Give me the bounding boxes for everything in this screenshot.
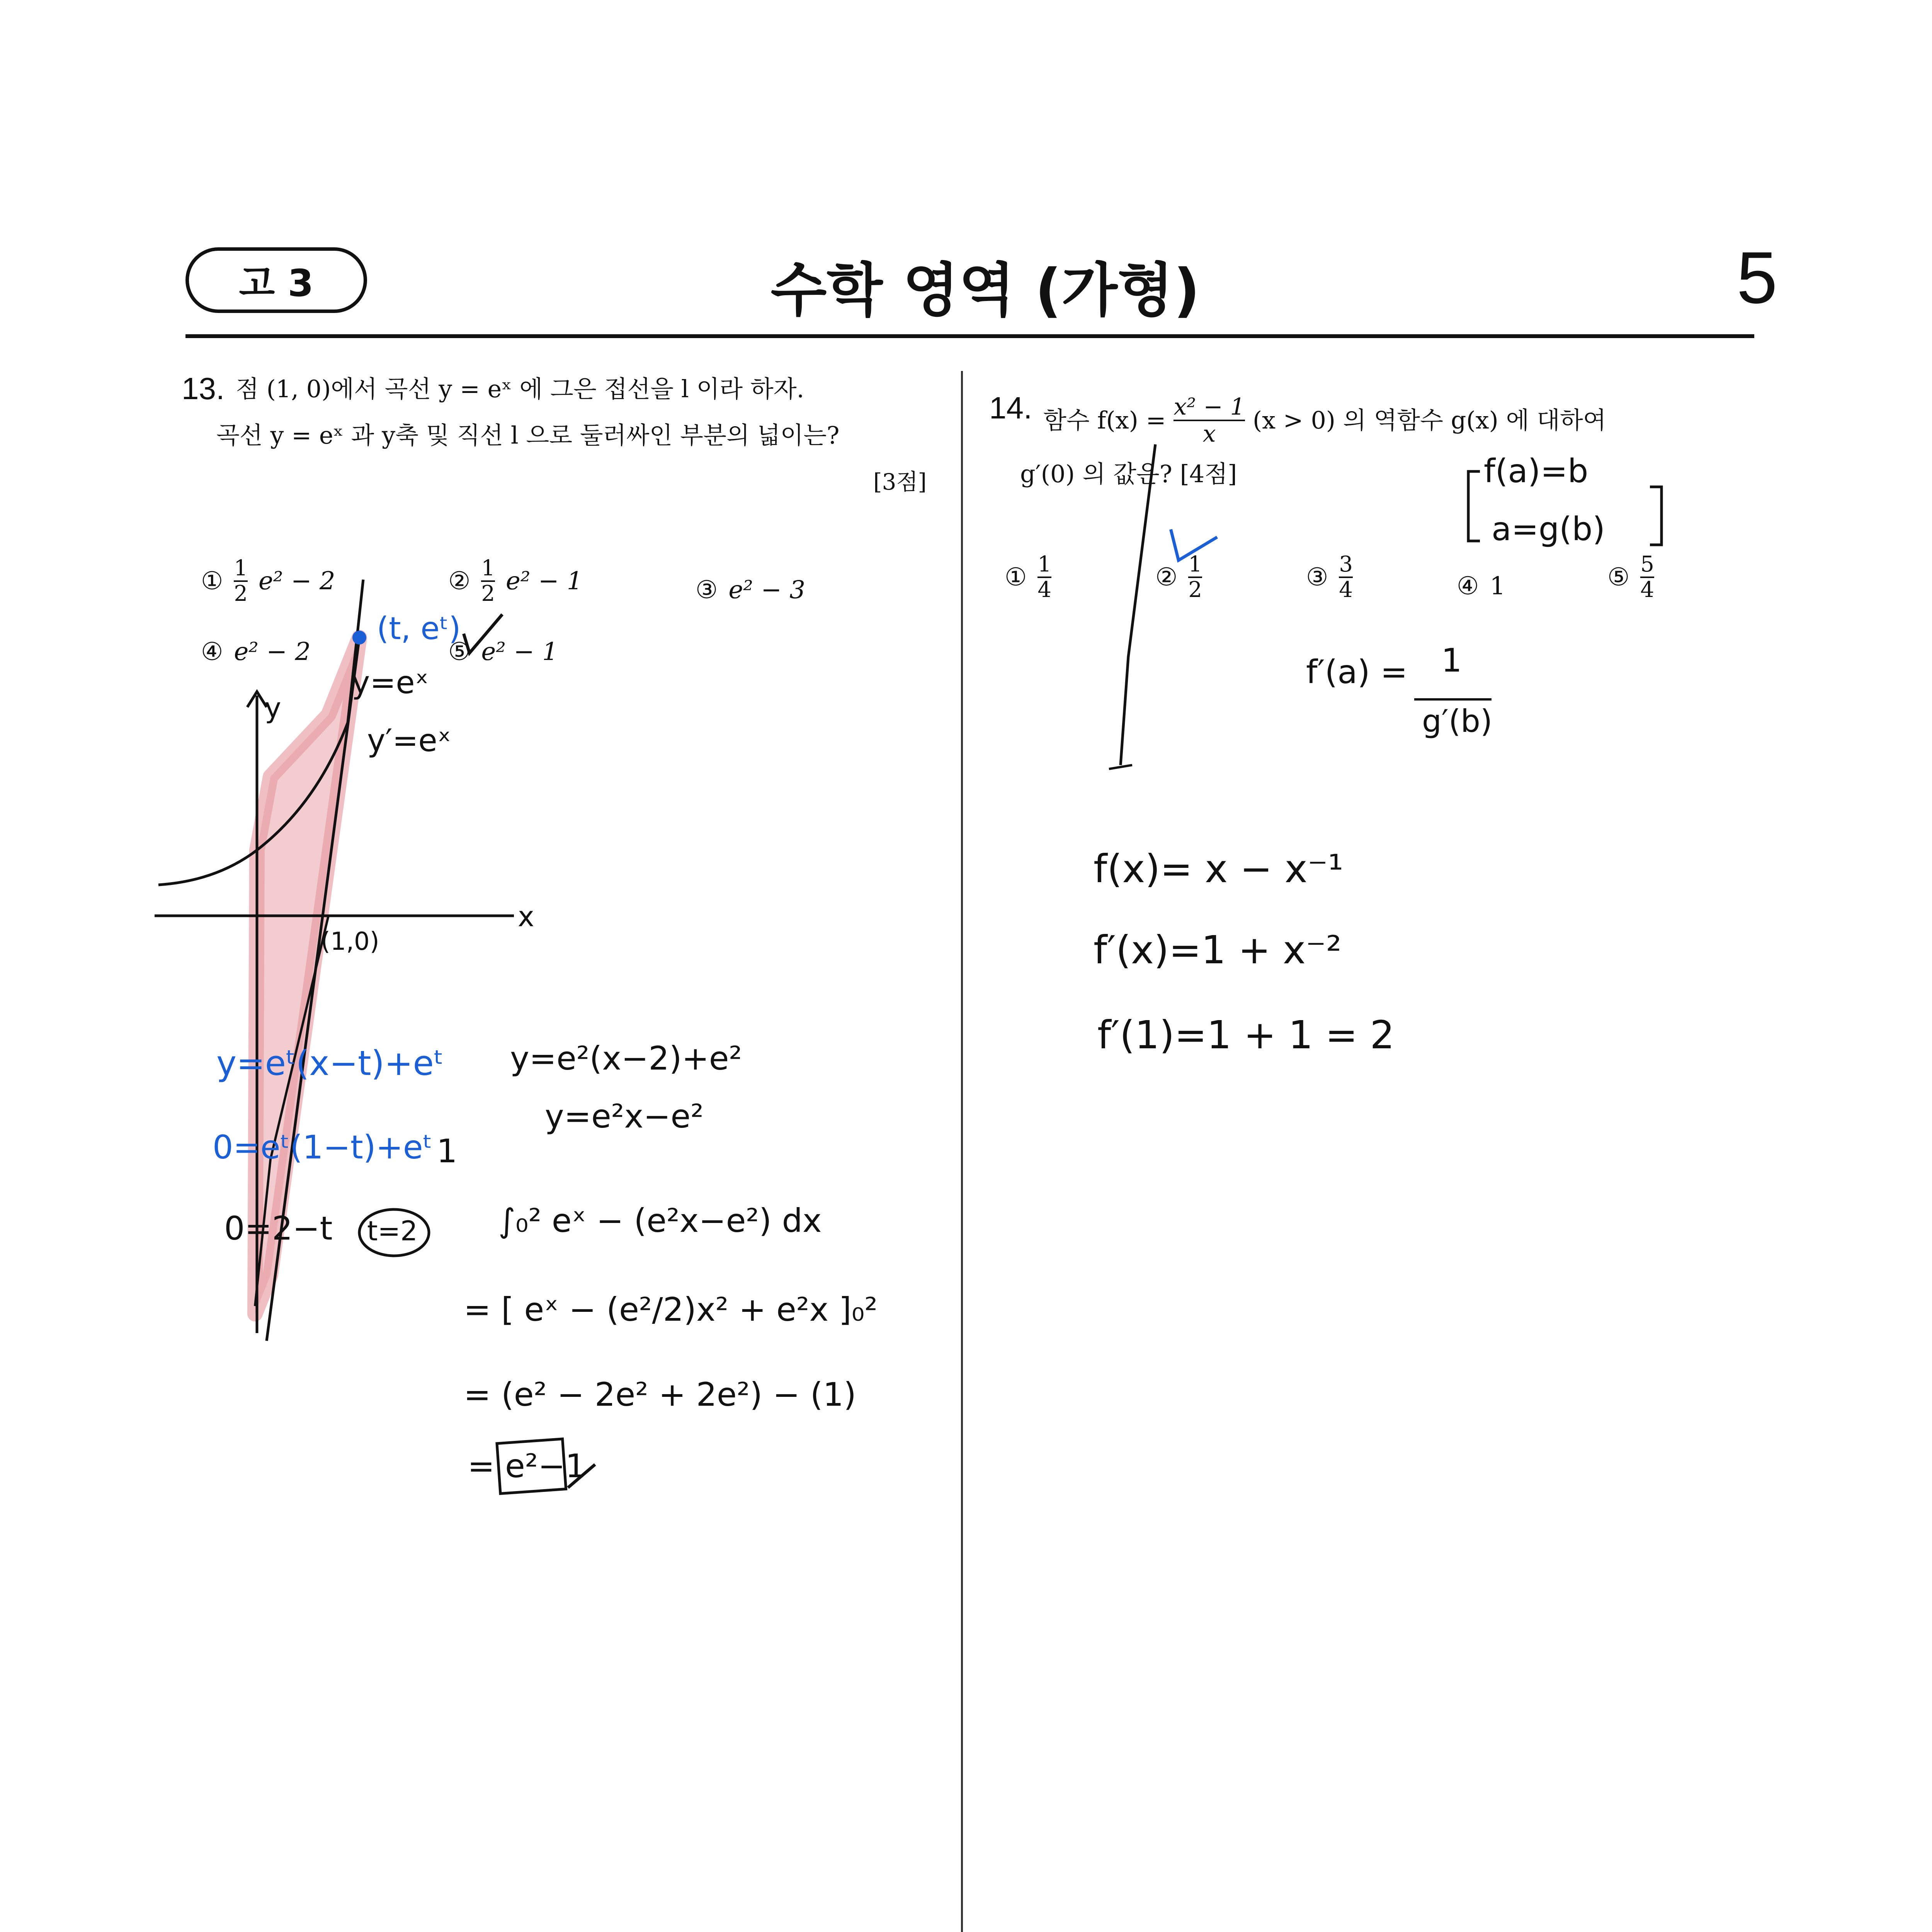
bracket-left <box>1468 471 1480 541</box>
check-mark-q13 <box>464 614 502 653</box>
choice-mark: ① <box>201 566 223 595</box>
choice-tail: e² − 1 <box>506 566 583 595</box>
hw-q14-top: f(a)=b <box>1484 452 1588 490</box>
choice-mark: ③ <box>696 576 718 604</box>
hw-integral: ∫₀² eˣ − (e²x−e²) dx <box>498 1202 822 1240</box>
fraction: $\frac{5}{4}$ <box>1640 552 1655 602</box>
hw-q14-fprime1: f′(1)=1 + 1 = 2 <box>1097 1012 1395 1058</box>
q14-stroke-foot <box>1109 765 1132 769</box>
hw-origin-point: (1,0) <box>321 927 379 956</box>
hw-step1: = [ eˣ − (e²/2)x² + e²x ]₀² <box>464 1291 878 1328</box>
hw-point-label: (t, eᵗ) <box>377 611 461 646</box>
check-mark-q14 <box>1171 529 1217 560</box>
fraction: $\frac{3}{4}$ <box>1339 552 1353 602</box>
q13-points: [3점] <box>873 469 927 495</box>
fraction: $\frac{1}{2}$ <box>234 556 248 606</box>
q13-line2: 곡선 y = eˣ 과 y축 및 직선 l 으로 둘러싸인 부분의 넓이는? <box>216 421 840 449</box>
grade-label: 고 3 <box>239 261 314 305</box>
choice-tail: e² − 2 <box>259 566 335 595</box>
choice-text: 1 <box>1490 572 1506 600</box>
q13-line1: 점 (1, 0)에서 곡선 y = eˣ 에 그은 접선을 l 이라 하자. <box>236 375 804 403</box>
hw-deriv-label: y′=eˣ <box>367 723 451 759</box>
q14-line1: 함수 f(x) = $\frac{\text{x² − 1}}{x}$ (x > 0) 의 역함수 g(x) 에 대하여 <box>1043 393 1606 447</box>
fraction: $\frac{1}{4}$ <box>1037 552 1052 602</box>
tangent-point <box>352 631 366 645</box>
page-title: 수학 영역 (가형) <box>770 257 1200 324</box>
fraction: $\frac{1}{2}$ <box>1188 552 1202 602</box>
choice-mark: ⑤ <box>1607 563 1630 592</box>
hw-q14-deriv-num: 1 <box>1441 641 1462 679</box>
q14-stroke <box>1121 444 1155 765</box>
hw-q14-fprime: f′(x)=1 + x⁻² <box>1094 927 1342 973</box>
hw-q14-top2: a=g(b) <box>1492 510 1605 548</box>
hw-solve-t: 0=2−t <box>224 1209 333 1247</box>
choice-mark: ④ <box>201 638 223 666</box>
hw-cancel-one: 1 <box>437 1132 457 1170</box>
choice-mark: ② <box>448 566 471 595</box>
hw-q14-deriv: f′(a) = <box>1306 653 1408 691</box>
fraction: $\frac{1}{2}$ <box>481 556 495 606</box>
hw-line-eq1: y=e²(x−2)+e² <box>510 1039 742 1077</box>
hw-line-eq2: y=e²x−e² <box>545 1097 704 1135</box>
hw-q14-deriv-den: g′(b) <box>1422 703 1493 739</box>
choice-mark: ① <box>1005 563 1027 592</box>
bracket-right <box>1650 487 1662 545</box>
q14-line2: g′(0) 의 값은? [4점] <box>1020 460 1237 488</box>
choice-mark: ② <box>1155 563 1178 592</box>
hw-step3: = e²−1 <box>468 1447 586 1485</box>
hw-curve-label: y=eˣ <box>352 665 429 701</box>
hw-tangent-sub: 0=eᵗ(1−t)+eᵗ <box>213 1128 433 1166</box>
q13-number: 13. <box>182 371 225 406</box>
page-number: 5 <box>1736 237 1777 319</box>
choice-mark: ③ <box>1306 563 1328 592</box>
hw-axis-x: x <box>518 900 534 933</box>
hw-step2: = (e² − 2e² + 2e²) − (1) <box>464 1376 856 1413</box>
hw-axis-y: y <box>265 692 281 724</box>
hw-q14-f: f(x)= x − x⁻¹ <box>1094 846 1344 891</box>
q14-number: 14. <box>989 391 1032 425</box>
q14-fraction: $\frac{\text{x² − 1}}{x}$ <box>1173 393 1245 447</box>
choice-mark: ④ <box>1457 572 1479 600</box>
hw-t-value: t=2 <box>367 1215 418 1247</box>
hw-tangent-general: y=eᵗ(x−t)+eᵗ <box>216 1043 444 1083</box>
choice-text: e² − 2 <box>234 638 311 666</box>
choice-mark: ⑤ <box>448 638 471 666</box>
choice-text: e² − 1 <box>481 638 558 666</box>
choice-text: e² − 3 <box>728 576 805 604</box>
